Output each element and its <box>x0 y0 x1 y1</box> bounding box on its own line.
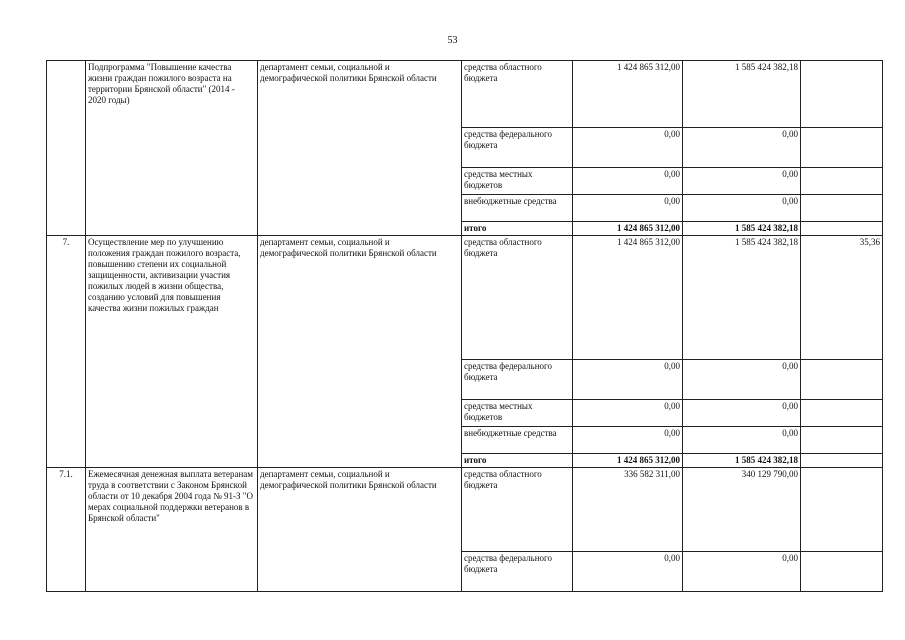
funding-source-total: итого <box>462 454 573 468</box>
funding-source: средства областного бюджета <box>462 236 573 360</box>
amount-fact: 0,00 <box>683 168 801 195</box>
funding-source-total: итого <box>462 222 573 236</box>
funding-source: средства местных бюджетов <box>462 168 573 195</box>
row-number: 7. <box>47 236 86 468</box>
amount-fact-total: 1 585 424 382,18 <box>683 454 801 468</box>
measure-name: Осуществление мер по улучшению положения граждан пожилого возраста, повышению степени их социальной защищенности, активизации участия пожилых людей в жизни общества, созданию условий для повышения качества жизни пожилых граждан <box>86 236 258 468</box>
percent <box>801 195 883 222</box>
executor: департамент семьи, социальной и демографической политики Брянской области <box>258 236 462 468</box>
percent <box>801 128 883 168</box>
percent: 35,36 <box>801 236 883 360</box>
percent <box>801 168 883 195</box>
amount-fact: 1 585 424 382,18 <box>683 61 801 128</box>
funding-source: внебюджетные средства <box>462 427 573 454</box>
amount-plan: 0,00 <box>573 128 683 168</box>
funding-source: средства областного бюджета <box>462 61 573 128</box>
amount-plan: 1 424 865 312,00 <box>573 61 683 128</box>
executor: департамент семьи, социальной и демографической политики Брянской области <box>258 61 462 236</box>
amount-fact: 0,00 <box>683 400 801 427</box>
amount-plan: 0,00 <box>573 195 683 222</box>
amount-fact: 0,00 <box>683 360 801 400</box>
executor: департамент семьи, социальной и демографической политики Брянской области <box>258 468 462 592</box>
amount-plan-total: 1 424 865 312,00 <box>573 454 683 468</box>
amount-fact: 0,00 <box>683 427 801 454</box>
amount-plan: 1 424 865 312,00 <box>573 236 683 360</box>
amount-plan: 0,00 <box>573 360 683 400</box>
page-number: 53 <box>447 35 458 46</box>
amount-plan: 336 582 311,00 <box>573 468 683 552</box>
amount-plan-total: 1 424 865 312,00 <box>573 222 683 236</box>
amount-fact: 0,00 <box>683 128 801 168</box>
amount-fact: 340 129 790,00 <box>683 468 801 552</box>
funding-source: средства местных бюджетов <box>462 400 573 427</box>
percent <box>801 61 883 128</box>
percent <box>801 427 883 454</box>
row-number: 7.1. <box>47 468 86 592</box>
funding-source: средства федерального бюджета <box>462 552 573 592</box>
measure-name: Ежемесячная денежная выплата ветеранам труда в соответствии с Законом Брянской области от 10 декабря 2004 года № 91-З "О мерах социальной поддержки ветеранов в Брянской области" <box>86 468 258 592</box>
funding-source: внебюджетные средства <box>462 195 573 222</box>
percent <box>801 400 883 427</box>
percent <box>801 552 883 592</box>
amount-fact: 1 585 424 382,18 <box>683 236 801 360</box>
funding-source: средства областного бюджета <box>462 468 573 552</box>
percent <box>801 454 883 468</box>
amount-plan: 0,00 <box>573 427 683 454</box>
table-row <box>47 468 883 552</box>
percent <box>801 222 883 236</box>
funding-source: средства федерального бюджета <box>462 360 573 400</box>
table-row <box>47 236 883 360</box>
amount-plan: 0,00 <box>573 552 683 592</box>
table-row <box>47 61 883 128</box>
budget-table <box>46 60 883 592</box>
amount-fact: 0,00 <box>683 552 801 592</box>
amount-fact-total: 1 585 424 382,18 <box>683 222 801 236</box>
percent <box>801 360 883 400</box>
amount-fact: 0,00 <box>683 195 801 222</box>
amount-plan: 0,00 <box>573 400 683 427</box>
row-number <box>47 61 86 236</box>
measure-name: Подпрограмма "Повышение качества жизни граждан пожилого возраста на территории Брянской области" (2014 - 2020 годы) <box>86 61 258 236</box>
funding-source: средства федерального бюджета <box>462 128 573 168</box>
percent <box>801 468 883 552</box>
amount-plan: 0,00 <box>573 168 683 195</box>
